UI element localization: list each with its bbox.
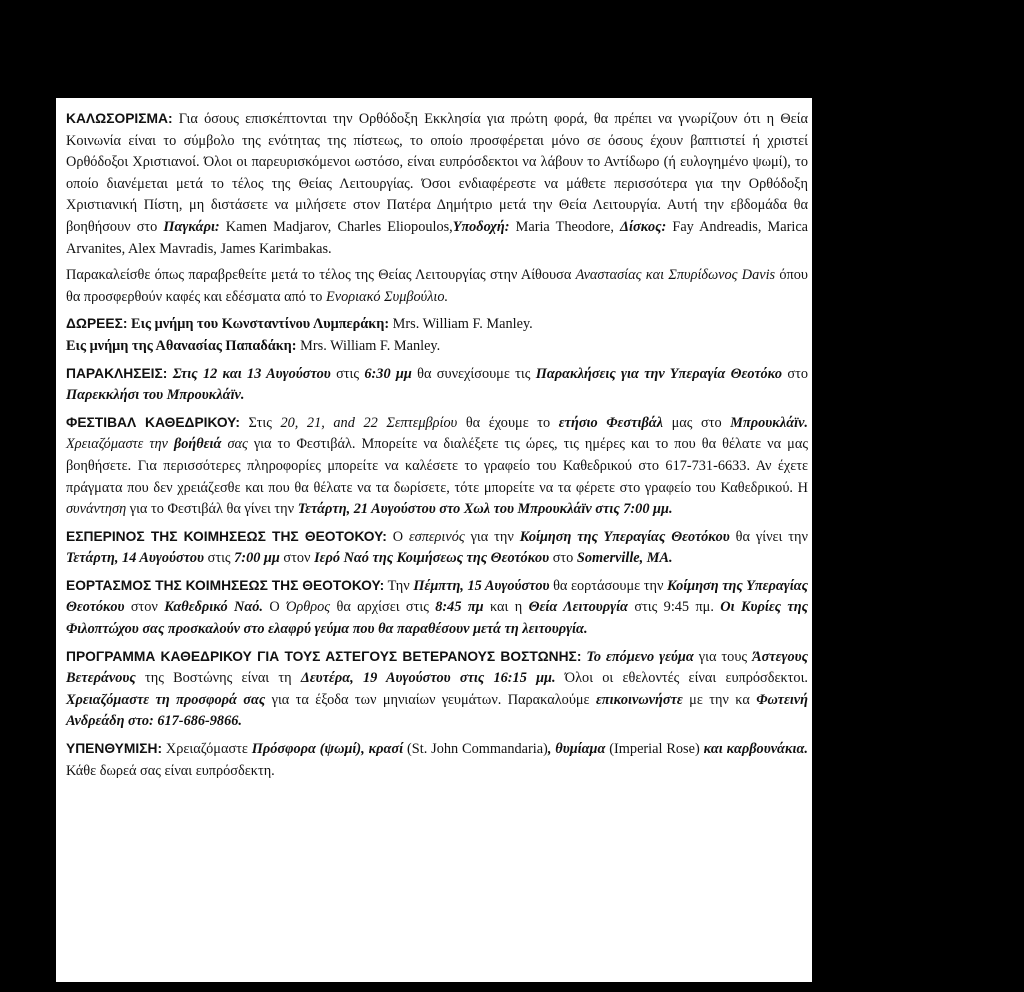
welcome-paragraph (66, 108, 808, 260)
feast-text-6: και η (483, 599, 529, 616)
vespers-time: 7:00 μμ (234, 550, 280, 567)
vespers-city: Somerville, MA. (576, 550, 673, 567)
donor-1: Mrs. William F. Manley. (389, 316, 533, 333)
festival-text-5: για το Φεστιβάλ θα γίνει την (126, 501, 298, 518)
vespers-heading: ΕΣΠΕΡΙΝΟΣ ΤΗΣ ΚΟΙΜΗΣΕΩΣ ΤΗΣ ΘΕΟΤΟΚΟΥ: (66, 528, 387, 544)
feast-text-2: θα εορτάσουμε την (549, 577, 668, 594)
vespers-word: εσπερινός (409, 528, 465, 545)
welcome-heading: ΚΑΛΩΣΟΡΙΣΜΑ: (66, 111, 173, 126)
veterans-heading: ΠΡΟΓΡΑΜΜΑ ΚΑΘΕΔΡΙΚΟΥ ΓΙΑ ΤΟΥΣ ΑΣΤΕΓΟΥΣ ΒΕΤΕΡΑΝΟΥΣ ΒΟΣΤΩΝΗΣ: (66, 648, 582, 664)
festival-paragraph (66, 412, 808, 521)
feast-text-5: θα αρχίσει στις (330, 599, 436, 616)
veterans-contact: επικοινωνήστε (595, 691, 683, 708)
veterans-text-3: Όλοι οι εθελοντές είναι ευπρόσδεκτοι. (555, 670, 808, 687)
vespers-paragraph (66, 526, 808, 570)
veterans-text-2: της Βοστώνης είναι τη (135, 670, 301, 687)
donor-2: Mrs. William F. Manley. (296, 337, 441, 354)
reminder-text-2: (St. John Commandaria) (403, 741, 548, 758)
vespers-text-4: στις (204, 550, 235, 567)
reminder-text-1: Χρειαζόμαστε (162, 741, 252, 758)
vespers-church: Ιερό Ναό της Κοιμήσεως της Θεοτόκου (314, 550, 550, 567)
header-bar (56, 52, 812, 98)
parish-council: Ενοριακό Συμβούλιο. (326, 288, 449, 305)
vespers-text-5: στον (279, 550, 315, 567)
donations-paragraph (66, 313, 808, 357)
festival-need: Χρειαζόμαστε την (66, 436, 174, 453)
pangari-names: Kamen Madjarov, Charles Eliopoulos, (219, 218, 453, 235)
vespers-text-3: θα γίνει την (729, 528, 808, 545)
veterans-meal: Το επόμενο γεύμα (581, 648, 694, 665)
reminder-charcoal: και καρβουνάκια. (703, 741, 808, 758)
festival-text-4: για το Φεστιβάλ. Μπορείτε να διαλέξετε τις ώρες, τις ημέρες και το που θα θέλατε να μας βοηθήσετε. Για περισσότερες πληροφορίες μπορείτε να καλέσετε το γραφείο του Καθεδρικού στο 617-731-6633. Αν έχετε πράγματα που δεν χρειάζεσθε και που θα θέλατε να τα δωρίσετε, τότε μπορείτε να τα φέρετε στο γραφείο του Καθεδρικού. Η (66, 436, 808, 496)
hall-name: Αναστασίας και Σπυρίδωνος Davis (575, 267, 776, 284)
reminder-text-3: (Imperial Rose) (605, 741, 704, 758)
coffee-text-1: Παρακαλείσθε όπως παραβρεθείτε μετά το τέλος της Θείας Λειτουργίας στην Αίθουσα (66, 267, 576, 284)
veterans-text-1: για τους (693, 648, 753, 665)
paraklisis-text-1: στις (330, 365, 365, 382)
feast-cathedral: Καθεδρικό Ναό. (164, 599, 264, 616)
reminder-heading: ΥΠΕΝΘΥΜΙΣΗ: (66, 741, 163, 757)
festival-meeting: συνάντηση (66, 501, 127, 518)
welcome-text: Για όσους επισκέπτονται την Ορθόδοξη Εκκλησία για πρώτη φορά, θα πρέπει να γνωρίζουν ότι η Θεία Κοινωνία είναι το σύμβολο της ενότητας της πίστεως, το οποίο προσφέρεται μόνο σε όσους έχουν βαπτιστεί ή χριστεί Ορθόδοξοι Χριστιανοί. Όλοι οι παρευρισκόμενοι ωστόσο, είναι ευπρόσδεκτοι να λάβουν το Αντίδωρο (ή ευλογημένο ψωμί), το οποίο διανέμεται μετά το τέλος της Θείας Λειτουργίας. Όσοι ενδιαφέρεστε να μάθετε περισσότερα για την Ορθόδοξη Χριστιανική Πίστη, μη διστάσετε να μιλήσετε στον Πατέρα Δημήτριο μετά την Θεία Λειτουργία. Αυτή την εβδομάδα θα βοηθήσουν στο (66, 111, 808, 235)
festival-dates: 20, 21, and 22 Σεπτεμβρίου (280, 414, 458, 431)
feast-text-3: στον (124, 599, 165, 616)
coffee-paragraph (66, 265, 808, 308)
feast-date: Πέμπτη, 15 Αυγούστου (413, 577, 550, 594)
veterans-phone: Φωτεινή Ανδρεάδη στο: 617-686-9866. (66, 691, 808, 730)
ypodoxi-names: Maria Theodore, (509, 218, 621, 235)
feast-orthros: Όρθρος (286, 599, 331, 616)
donation-memory-1: Εις μνήμη του Κωνσταντίνου Λυμπεράκη: (127, 316, 390, 333)
feast-heading: ΕΟΡΤΑΣΜΟΣ ΤΗΣ ΚΟΙΜΗΣΕΩΣ ΤΗΣ ΘΕΟΤΟΚΟΥ: (66, 577, 385, 593)
festival-text-3: μας στο (663, 414, 731, 431)
paraklisis-time: 6:30 μμ (364, 365, 412, 382)
diskos-names: Fay Andreadis, Marica Arvanites, Alex Mavradis, James Karimbakas. (66, 218, 809, 257)
reminder-items: Πρόσφορα (ψωμί), κρασί (251, 741, 404, 758)
paraklisis-service: Παρακλήσεις για την Υπεραγία Θεοτόκο (535, 365, 783, 382)
bulletin-page (56, 52, 812, 982)
feast-name: Κοίμηση της Υπεραγίας Θεοτόκου (66, 577, 808, 616)
feast-text-7: στις 9:45 πμ. (627, 599, 721, 616)
festival-meeting-date: Τετάρτη, 21 Αυγούστου στο Χωλ του Μπρουκλάϊν στις 7:00 μμ. (297, 501, 673, 518)
feast-paragraph (66, 575, 808, 641)
feast-liturgy: Θεία Λειτουργία (528, 599, 628, 616)
reminder-text-4: Κάθε δωρεά σας είναι ευπρόσδεκτη. (66, 762, 275, 779)
bulletin-content (66, 108, 808, 787)
pangari-label: Παγκάρι: (163, 218, 220, 235)
festival-text-2: θα έχουμε το (457, 414, 559, 431)
veterans-text-4: για τα έξοδα των μηνιαίων γευμάτων. Παρακαλούμε (265, 691, 596, 708)
paraklisis-text-3: στο (782, 365, 809, 382)
festival-heading: ΦΕΣΤΙΒΑΛ ΚΑΘΕΔΡΙΚΟΥ: (66, 414, 240, 430)
veterans-paragraph (66, 646, 808, 733)
festival-place: Μπρουκλάϊν. (730, 414, 809, 431)
festival-text-1: Στις (239, 414, 281, 431)
vespers-date: Τετάρτη, 14 Αυγούστου (66, 550, 205, 567)
feast-orthros-time: 8:45 πμ (435, 599, 484, 616)
paraklisis-dates: Στις 12 και 13 Αυγούστου (167, 365, 331, 382)
veterans-group: Άστεγους Βετεράνους (66, 648, 808, 687)
diskos-label: Δίσκος: (620, 218, 667, 235)
paraklisis-place: Παρεκκλήσι του Μπρουκλάϊν. (66, 387, 245, 404)
paraklisis-text-2: θα συνεχίσουμε τις (411, 365, 536, 382)
reminder-paragraph (66, 738, 808, 782)
ypodoxi-label: Υποδοχή: (452, 218, 510, 235)
feast-philoptochos: Οι Κυρίες της Φιλοπτώχου σας προσκαλούν στο ελαφρύ γεύμα που θα παραθέσουν μετά τη λειτουργία. (66, 599, 808, 638)
feast-text-1: Την (384, 577, 414, 594)
paraklisis-paragraph (66, 363, 808, 407)
festival-annual: ετήσιο Φεστιβάλ (558, 414, 664, 431)
vespers-text-6: στο (549, 550, 577, 567)
vespers-text-2: για την (464, 528, 520, 545)
feast-text-4: Ο (263, 599, 287, 616)
donation-memory-2: Εις μνήμη της Αθανασίας Παπαδάκη: (66, 337, 297, 354)
veterans-need: Χρειαζόμαστε τη προσφορά σας (66, 691, 266, 708)
veterans-text-5: με την κα (682, 691, 757, 708)
veterans-date: Δευτέρα, 19 Αυγούστου στις 16:15 μμ. (300, 670, 556, 687)
coffee-text-2: όπου θα προσφερθούν καφές και εδέσματα από το (66, 267, 808, 305)
festival-your: σας (221, 436, 248, 453)
vespers-feast: Κοίμηση της Υπεραγίας Θεοτόκου (519, 528, 730, 545)
donations-heading: ΔΩΡΕΕΣ: (66, 316, 128, 332)
festival-help: βοήθειά (173, 436, 222, 453)
reminder-incense: , θυμίαμα (547, 741, 606, 758)
vespers-text-1: Ο (386, 528, 410, 545)
paraklisis-heading: ΠΑΡΑΚΛΗΣΕΙΣ: (66, 365, 168, 381)
